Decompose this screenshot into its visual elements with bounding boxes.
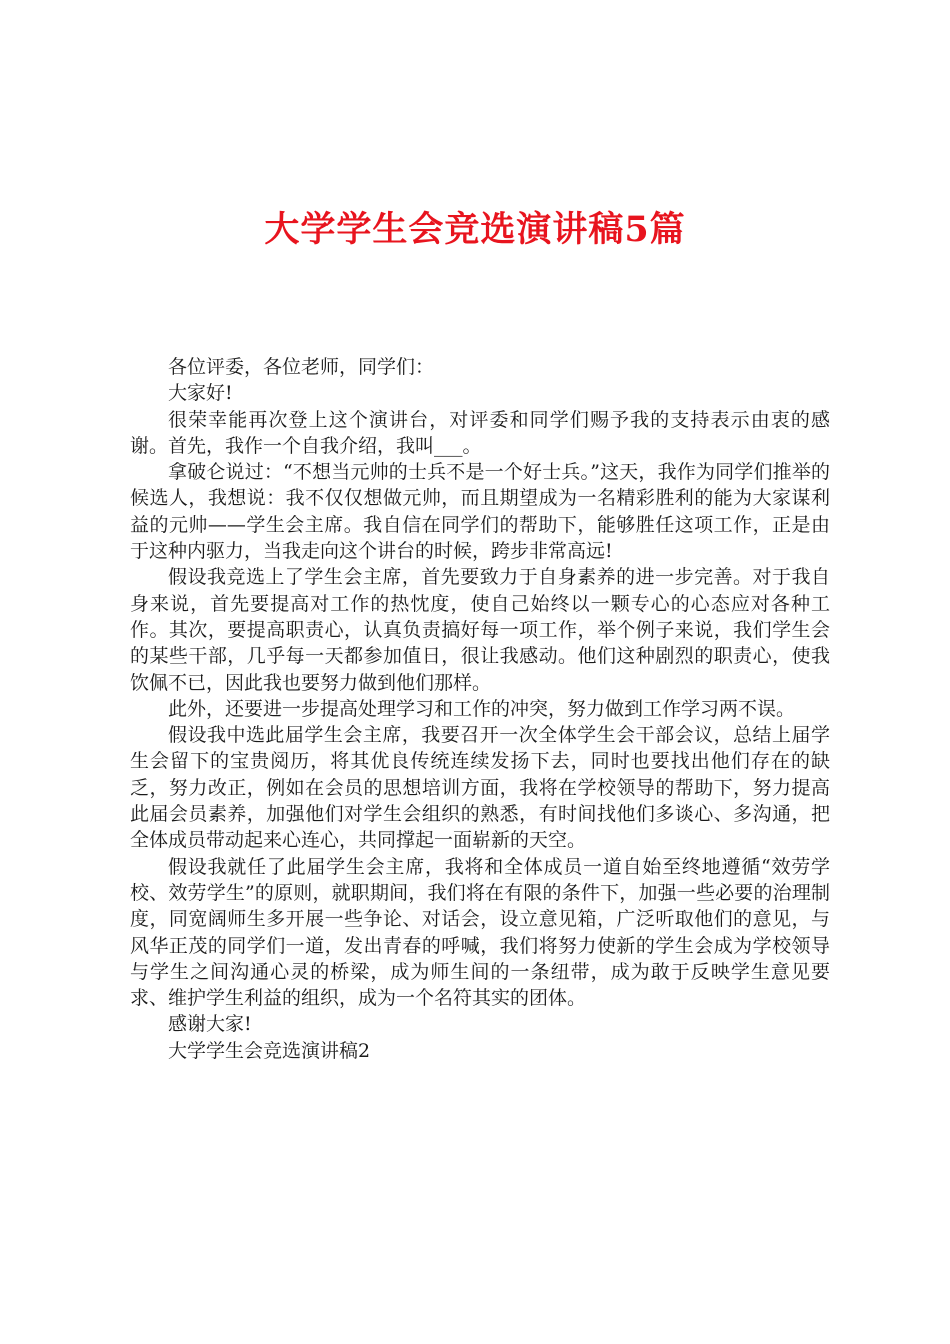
intro-paragraph: 很荣幸能再次登上这个演讲台，对评委和同学们赐予我的支持表示由衷的感谢。首先，我作一个自我介绍，我叫___。: [130, 408, 830, 457]
study-work-paragraph: 此外，还要进一步提高处理学习和工作的冲突，努力做到工作学习两不误。: [168, 697, 796, 720]
next-speech-heading: 大学学生会竞选演讲稿2: [168, 1039, 371, 1062]
self-improvement-paragraph: 假设我竞选上了学生会主席，首先要致力于自身素养的进一步完善。对于我自身来说，首先要提高对工作的热忱度，使自己始终以一颗专心的心态应对各种工作。其次，要提高职责心，认真负责搞好每一项工作，举个例子来说，我们学生会的某些干部，几乎每一天都参加值日，很让我感动。他们这种剧烈的职责心，使我饮佩不已，因此我也要努力做到他们那样。: [130, 566, 830, 694]
document-title: 大学学生会竞选演讲稿5篇: [264, 209, 686, 250]
napoleon-paragraph: 拿破仑说过：“不想当元帅的士兵不是一个好士兵。”这天，我作为同学们推举的候选人，我想说：我不仅仅想做元帅，而且期望成为一名精彩胜利的能为大家谋利益的元帅——学生会主席。我自信在同学们的帮助下，能够胜任这项工作，正是由于这种内驱力，当我走向这个讲台的时候，跨步非常高远!: [130, 461, 830, 563]
greeting-paragraph: 大家好!: [168, 382, 233, 405]
salutation-paragraph: 各位评委，各位老师，同学们：: [168, 356, 435, 378]
document-body: [130, 354, 830, 1064]
thanks-paragraph: 感谢大家!: [168, 1013, 252, 1036]
meeting-plan-paragraph: 假设我中选此届学生会主席，我要召开一次全体学生会干部会议，总结上届学生会留下的宝贵阅历，将其优良传统连续发扬下去，同时也要找出他们存在的缺乏，努力改正，例如在会员的思想培训方面，我将在学校领导的帮助下，努力提高此届会员素养，加强他们对学生会组织的熟悉，有时间找他们多谈心、多沟通，把全体成员带动起来心连心，共同撑起一面崭新的天空。: [130, 724, 830, 852]
service-principle-paragraph: 假设我就任了此届学生会主席，我将和全体成员一道自始至终地遵循“效劳学校、效劳学生”的原则，就职期间，我们将在有限的条件下，加强一些必要的治理制度，同宽阔师生多开展一些争论、对话会，设立意见箱，广泛听取他们的意见，与风华正茂的同学们一道，发出青春的呼喊，我们将努力使新的学生会成为学校领导与学生之间沟通心灵的桥梁，成为师生间的一条纽带，成为敢于反映学生意见要求、维护学生利益的组织，成为一个名符其实的团体。: [130, 855, 830, 1010]
